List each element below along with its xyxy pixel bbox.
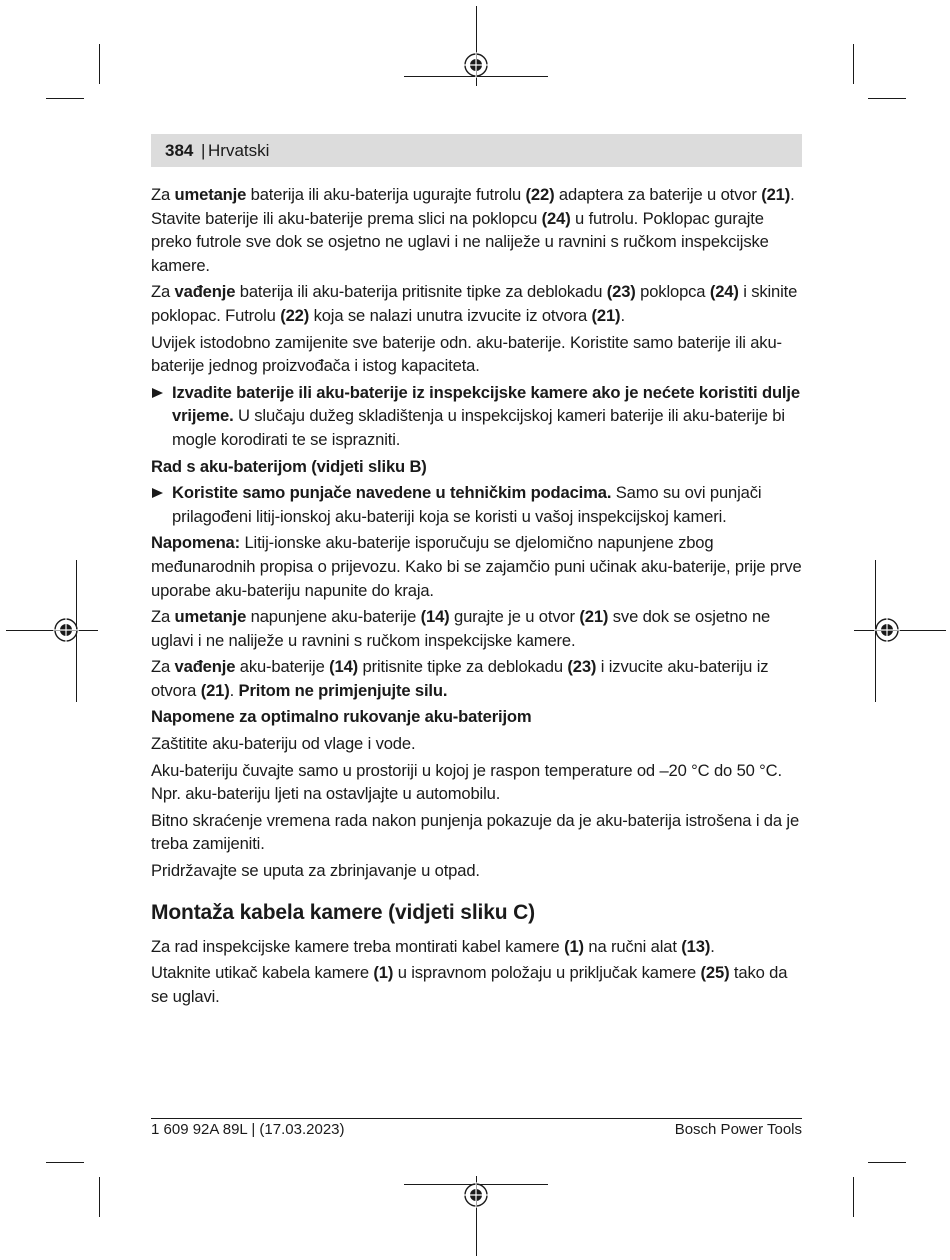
page-body <box>151 183 803 1011</box>
text-run: u ispravnom položaju u priključak kamere <box>393 963 701 983</box>
text-run: i izvucite aku-bateriju iz otvora <box>151 657 769 700</box>
text-run: poklopca <box>635 282 710 302</box>
paragraph <box>151 183 803 277</box>
bold-run: (24) <box>541 208 571 228</box>
paragraph <box>151 280 803 327</box>
text-run: U slučaju dužeg skladištenja u inspekcijskoj kameri baterije ili aku-baterije bi mogle korodirati te se isprazniti. <box>172 406 785 449</box>
bold-run: (22) <box>280 305 310 325</box>
text-run: napunjene aku-baterije <box>246 607 421 627</box>
text-run: koja se nalazi unutra izvucite iz otvora <box>309 305 592 325</box>
paragraph <box>151 605 803 652</box>
bold-run: (14) <box>420 607 450 627</box>
text-run: gurajte je u otvor <box>449 607 580 627</box>
bold-run: Napomena: <box>151 533 241 553</box>
text-run: adaptera za baterije u otvor <box>554 185 762 204</box>
registration-mark-icon <box>463 1182 489 1208</box>
subsection-heading <box>151 705 803 729</box>
crop-mark-top-right-h <box>868 98 906 99</box>
bold-run: umetanje <box>174 185 247 204</box>
page-header <box>151 134 802 167</box>
text-run: Uvijek istodobno zamijenite sve baterije odn. aku-baterije. Koristite samo baterije ili aku-baterije jednog proizvođača i istog kapaciteta. <box>151 332 782 376</box>
text-run: Za <box>151 185 175 204</box>
text-run: Napomene za optimalno rukovanje aku-baterijom <box>151 707 532 727</box>
bold-run: vađenje <box>174 657 236 677</box>
footer-brand: Bosch Power Tools <box>674 1121 802 1138</box>
bold-run: (24) <box>709 282 739 302</box>
bold-run: Izvadite baterije ili aku-baterije iz inspekcijske kamere ako je nećete koristiti dulje vrijeme. <box>172 382 800 426</box>
crop-mark-bottom-right-h <box>868 1162 906 1163</box>
paragraph <box>151 935 803 959</box>
text-run: pritisnite tipke za deblokadu <box>358 657 568 677</box>
text-run: Litij-ionske aku-baterije isporučuju se djelomično napunjene zbog međunarodnih propisa o prijevozu. Kako bi se zajamčio puni učinak aku-baterije, prije prve uporabe aku-bateriju napunite do kraja. <box>151 533 802 600</box>
bold-run: (23) <box>606 282 636 302</box>
paragraph <box>151 732 803 756</box>
bullet-arrow-icon <box>152 388 163 398</box>
text-run: na ručni alat <box>583 936 682 956</box>
bold-run: (21) <box>761 185 791 204</box>
paragraph <box>151 809 803 856</box>
text-run: Bitno skraćenje vremena rada nakon punjenja pokazuje da je aku-baterija istrošena i da je treba zamijeniti. <box>151 810 800 854</box>
paragraph <box>151 655 803 702</box>
registration-mark-icon <box>874 617 900 643</box>
section-heading <box>151 899 803 927</box>
text-run: tako da se uglavi. <box>151 963 788 1006</box>
bold-run: (25) <box>700 963 730 983</box>
bold-run: Pritom ne primjenjujte silu. <box>238 680 448 700</box>
warning-bullet <box>151 381 803 452</box>
text-run: Samo su ovi punjači prilagođeni litij-ionskoj aku-bateriji koja se koristi u vašoj inspekcijskoj kameri. <box>172 483 762 526</box>
bold-run: (21) <box>579 607 609 627</box>
text-run: baterija ili aku-baterija ugurajte futrolu <box>246 185 526 204</box>
text-run: i skinite poklopac. Futrolu <box>151 282 798 325</box>
text-run: Utaknite utikač kabela kamere <box>151 963 374 983</box>
bold-run: (23) <box>567 657 597 677</box>
paragraph <box>151 331 803 378</box>
bold-run: Koristite samo punjače navedene u tehničkim podacima. <box>172 483 612 503</box>
text-run: . <box>710 936 715 956</box>
header-language: Hrvatski <box>208 141 270 160</box>
crop-mark-top-right-v <box>853 44 854 84</box>
registration-mark-icon <box>53 617 79 643</box>
header-separator: | <box>201 141 206 160</box>
text-run: Aku-bateriju čuvajte samo u prostoriji u kojoj je raspon temperature od –20 °C do 50 °C. Npr. aku-bateriju ljeti na ostavljajte u automobilu. <box>151 760 782 804</box>
bold-run: (14) <box>329 657 359 677</box>
crop-mark-left-h <box>6 630 98 631</box>
registration-mark-icon <box>463 52 489 78</box>
bold-run: (1) <box>373 963 394 983</box>
text-run: Zaštitite aku-bateriju od vlage i vode. <box>151 734 416 754</box>
text-run: Montaža kabela kamere (vidjeti sliku C) <box>151 900 535 924</box>
crop-mark-top-left-h <box>46 98 84 99</box>
crop-mark-bottom-left-v <box>99 1177 100 1217</box>
page-number: 384 <box>165 141 194 160</box>
text-run: Rad s aku-baterijom (vidjeti sliku B) <box>151 456 427 476</box>
text-run: u futrolu. Poklopac gurajte preko futrole sve dok se osjetno ne uglavi i ne naliježe u ravnini s ručkom inspekcijske kamere. <box>151 208 769 275</box>
bullet-arrow-icon <box>152 488 163 498</box>
text-run: Za <box>151 607 175 627</box>
text-run: . Stavite baterije ili aku-baterije prema slici na poklopcu <box>151 185 795 228</box>
paragraph <box>151 859 803 883</box>
text-run: Za <box>151 657 175 677</box>
text-run: . <box>620 305 625 325</box>
crop-mark-bottom-right-v <box>853 1177 854 1217</box>
crop-mark-right-h <box>854 630 946 631</box>
bold-run: (21) <box>200 680 230 700</box>
bold-run: umetanje <box>174 607 247 627</box>
paragraph <box>151 961 803 1008</box>
bold-run: (22) <box>525 185 555 204</box>
bold-run: (21) <box>591 305 621 325</box>
warning-bullet <box>151 481 803 528</box>
text-run: Za <box>151 282 175 302</box>
bold-run: (13) <box>681 936 711 956</box>
text-run: . <box>229 680 239 700</box>
bold-run: (1) <box>564 936 584 956</box>
subsection-heading <box>151 455 803 479</box>
text-run: sve dok se osjetno ne uglavi i ne naliježe u ravnini s ručkom inspekcijske kamere. <box>151 607 771 650</box>
text-run: Za rad inspekcijske kamere treba montirati kabel kamere <box>151 936 565 956</box>
text-run: aku-baterije <box>235 657 330 677</box>
text-run: baterija ili aku-baterija pritisnite tipke za deblokadu <box>235 282 607 302</box>
paragraph <box>151 531 803 602</box>
crop-mark-bottom-left-h <box>46 1162 84 1163</box>
text-run: Pridržavajte se uputa za zbrinjavanje u otpad. <box>151 861 480 881</box>
bold-run: vađenje <box>174 282 236 302</box>
footer-document-id: 1 609 92A 89L | (17.03.2023) <box>151 1121 345 1138</box>
crop-mark-top-left-v <box>99 44 100 84</box>
paragraph <box>151 759 803 806</box>
footer-rule <box>151 1118 802 1119</box>
